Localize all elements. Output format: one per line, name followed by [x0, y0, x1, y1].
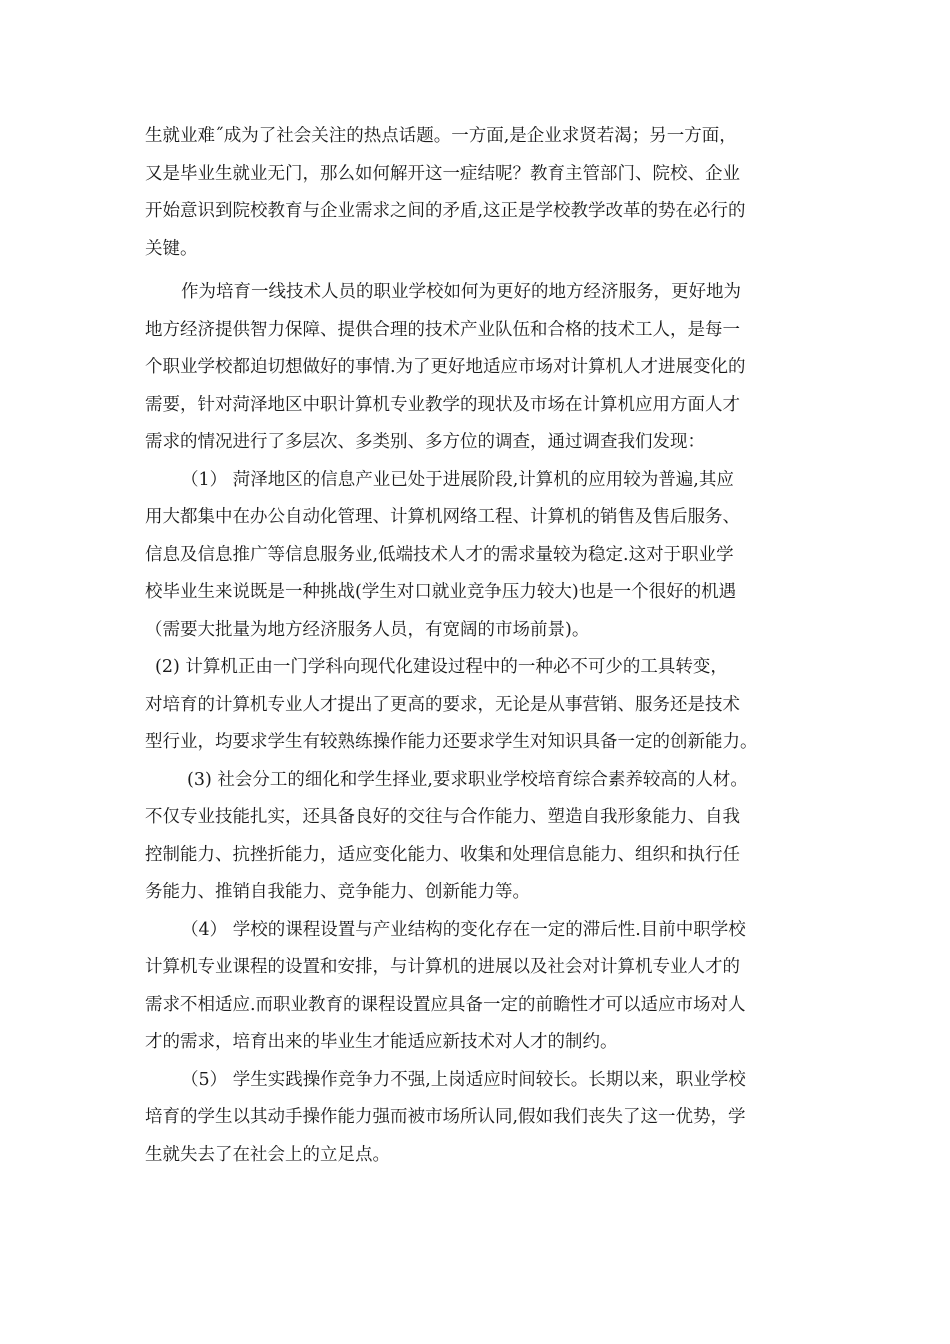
- paragraph-7: [145, 1062, 825, 1175]
- text-line: (2) 计算机正由一门学科向现代化建设过程中的一种必不可少的工具转变，: [155, 657, 728, 677]
- text-line: (3) 社会分工的细化和学生择业,要求职业学校培育综合素养较高的人材。: [187, 769, 748, 790]
- text-line: 生就失去了在社会上的立足点。: [145, 1144, 390, 1165]
- text-line: 关键。: [145, 238, 198, 259]
- text-line: （4） 学校的课程设置与产业结构的变化存在一定的滞后性.目前中职学校: [181, 919, 746, 940]
- text-line: 个职业学校都迫切想做好的事情.为了更好地适应市场对计算机人才进展变化的: [145, 357, 746, 377]
- text-line: 需要，针对菏泽地区中职计算机专业教学的现状及市场在计算机应用方面人才: [145, 394, 740, 415]
- text-line: 培育的学生以其动手操作能力强而被市场所认同,假如我们丧失了这一优势，学: [145, 1107, 746, 1127]
- text-line: 计算机专业课程的设置和安排，与计算机的进展以及社会对计算机专业人才的: [145, 957, 740, 977]
- text-line: 型行业，均要求学生有较熟练操作能力还要求学生对知识具备一定的创新能力。: [145, 732, 758, 752]
- text-line: 校毕业生来说既是一种挑战(学生对口就业竞争压力较大)也是一个很好的机遇: [145, 582, 737, 602]
- text-line: （需要大批量为地方经济服务人员，有宽阔的市场前景)。: [145, 619, 590, 640]
- paragraph-1: [145, 118, 825, 268]
- text-line: 用大都集中在办公自动化管理、计算机网络工程、计算机的销售及售后服务、: [145, 507, 740, 527]
- text-line: 地方经济提供智力保障、提供合理的技术产业队伍和合格的技术工人，是每一: [145, 319, 740, 340]
- paragraph-3: [145, 462, 825, 650]
- text-line: 对培育的计算机专业人才提出了更高的要求，无论是从事营销、服务还是技术: [145, 694, 740, 715]
- text-line: 务能力、推销自我能力、竞争能力、创新能力等。: [145, 882, 530, 902]
- text-line: 信息及信息推广等信息服务业,低端技术人才的需求量较为稳定.这对于职业学: [145, 544, 734, 565]
- text-line: 需求的情况进行了多层次、多类别、多方位的调查，通过调查我们发现：: [145, 432, 705, 452]
- text-line: 不仅专业技能扎实，还具备良好的交往与合作能力、塑造自我形象能力、自我: [145, 807, 740, 827]
- text-line: （5） 学生实践操作竞争力不强,上岗适应时间较长。长期以来，职业学校: [181, 1069, 746, 1090]
- paragraph-4: [145, 649, 825, 762]
- text-line: 才的需求，培育出来的毕业生才能适应新技术对人才的制约。: [145, 1032, 618, 1052]
- text-line: 开始意识到院校教育与企业需求之间的矛盾,这正是学校教学改革的势在必行的: [145, 201, 746, 221]
- text-line: 需求不相适应.而职业教育的课程设置应具备一定的前瞻性才可以适应市场对人: [145, 994, 746, 1015]
- text-line: 又是毕业生就业无门，那么如何解开这一症结呢？教育主管部门、院校、企业: [145, 163, 740, 184]
- paragraph-2: [145, 274, 825, 462]
- text-line: 控制能力、抗挫折能力，适应变化能力、收集和处理信息能力、组织和执行任: [145, 844, 740, 865]
- body-text: [145, 118, 825, 1174]
- text-line: 生就业难˝成为了社会关注的热点话题。一方面,是企业求贤若渴；另一方面，: [145, 126, 737, 146]
- text-line: （1） 菏泽地区的信息产业已处于进展阶段,计算机的应用较为普遍,其应: [181, 469, 734, 490]
- paragraph-5: [145, 762, 825, 912]
- text-line: 作为培育一线技术人员的职业学校如何为更好的地方经济服务，更好地为: [181, 282, 741, 302]
- paragraph-6: [145, 912, 825, 1062]
